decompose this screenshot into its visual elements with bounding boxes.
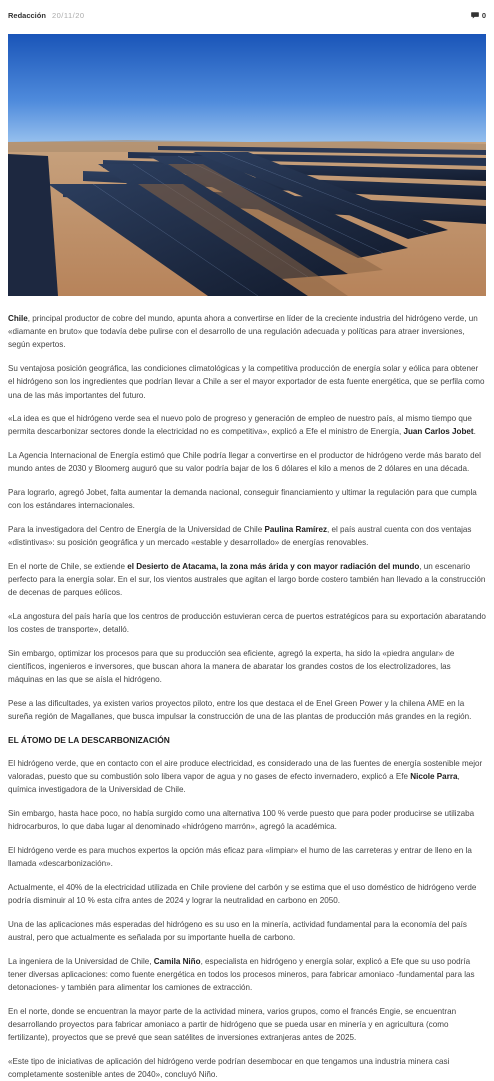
paragraph-1	[8, 312, 486, 352]
comments-link[interactable]	[471, 11, 486, 20]
paragraph-12: Sin embargo, hasta hace poco, no había surgido como una alternativa 100 % verde puesto que para poder producirse se utilizaba hidrocarburos, lo que daba lugar al denominado «hidrógeno marrón», agregó la académica.	[8, 808, 475, 832]
post-meta	[8, 0, 486, 30]
paragraph-text: .	[473, 427, 476, 437]
paragraph-text: El hidrógeno verde, que en contacto con el aire produce electricidad, es considerado una de las fuentes de energía sostenible mejor valoradas, puesto que su combustión solo libera vapor de agua y no gases de efecto invernadero, explicó a Efe	[8, 758, 483, 782]
article-body	[8, 312, 486, 1081]
paragraph-16	[8, 955, 486, 995]
speech-bubble-icon	[471, 11, 479, 19]
paragraph-text: «La idea es que el hidrógeno verde sea el nuevo polo de progreso y generación de empleo de nuestro país, al mismo tiempo que permita descarbonizar sectores donde la electricidad no es competitiva», explicó a Efe el ministro de Energía,	[8, 414, 472, 437]
bold-text: Juan Carlos Jobet	[403, 427, 474, 437]
bold-text: Nicole Parra	[410, 772, 458, 782]
paragraph-5: Para lograrlo, agregó Jobet, falta aumentar la demanda nacional, conseguir financiamiento y ultimar la regulación para que cumpla con los estándares internacionales.	[8, 488, 477, 511]
bold-text: Paulina Ramírez	[264, 524, 327, 534]
paragraph-10: Pese a las dificultades, ya existen varios proyectos piloto, entre los que destaca el de Enel Green Power y la chilena AME en la sureña región de Magallanes, que busca impulsar la construcción de una de las plantas de producción más grandes en la región.	[8, 698, 472, 722]
post-date: 20/11/20	[51, 10, 85, 20]
paragraph-17: En el norte, donde se encuentran la mayor parte de la actividad minera, varios grupos, como el francés Engie, se encuentran desarrollando proyectos para fabricar amoniaco a partir de hidrógeno que se pueda usar en minería y en agricultura (como fertilizante), proyectos que se prevé que sean satélites de inversiones extranjeras antes de 2025.	[8, 1006, 457, 1043]
paragraph-text: , especialista en hidrógeno y energía solar, explicó a Efe que su uso podría tener diversas aplicaciones: como fuente energética en todos los procesos mineros, para fabricar amoniaco -fundamental para las detonaciones- y también para alimentar los camiones de extracción.	[8, 956, 475, 993]
paragraph-18: «Este tipo de iniciativas de aplicación del hidrógeno verde podrían desembocar en que tengamos una industria minera casi completamente sostenible antes de 2040», concluyó Niño.	[8, 1056, 450, 1080]
bold-text: el Desierto de Atacama, la zona más árida y con mayor radiación del mundo	[127, 561, 420, 571]
paragraph-text: Para la investigadora del Centro de Energía de la Universidad de Chile	[8, 524, 265, 534]
paragraph-text: La ingeniera de la Universidad de Chile,	[8, 956, 154, 966]
bold-text: Chile	[8, 314, 28, 323]
paragraph-14: Actualmente, el 40% de la electricidad utilizada en Chile proviene del carbón y se estima que el uso doméstico de hidrógeno verde podría disminuir al 10 % esta cifra antes de 2024 y lograr la neutralidad en carbono en 2050.	[8, 882, 477, 905]
byline	[8, 11, 85, 20]
paragraph-text: , principal productor de cobre del mundo, apunta ahora a convertirse en líder de la creciente industria del hidrógeno verde, un «diamante en bruto» que todavía debe pulirse con el desarrollo de una regulación adecuada y políticas para atraer inversiones, según expertos.	[8, 314, 478, 350]
paragraph-4: La Agencia Internacional de Energía estimó que Chile podría llegar a convertirse en el productor de hidrógeno verde más barato del mundo antes de 2030 y Bloomerg auguró que su valor podría bajar de los 6 dólares el kilo a menos de 2 dólares en una década.	[8, 451, 481, 474]
solar-panel-field-photo	[8, 34, 486, 296]
paragraph-11	[8, 757, 486, 797]
featured-image	[8, 34, 486, 296]
paragraph-text: , el país austral cuenta con dos ventajas «distintivas»: su posición geográfica y un mercado «estable y desarrollado» de energías renovables.	[8, 524, 472, 548]
paragraph-15: Una de las aplicaciones más esperadas del hidrógeno es su uso en la minería, actividad fundamental para la economía del país austral, pero que actualmente es señalada por su importante huella de carbono.	[8, 919, 467, 942]
paragraph-9: Sin embargo, optimizar los procesos para que su producción sea eficiente, agregó la experta, ha sido la «piedra angular» de científicos, ingenieros e inversores, que buscan ahora la manera de abaratar los grandes costos de los electrolizadores, las máquinas en las que se aísla el hidrógeno.	[8, 648, 455, 685]
comment-count: 0	[481, 10, 486, 20]
paragraph-3	[8, 412, 486, 438]
paragraph-text: , un escenario perfecto para la energía solar. En el sur, los vientos australes que agitan el largo borde costero también han llevado a la construcción de decenas de parques eólicos.	[8, 561, 486, 598]
author-link[interactable]: Redacción	[8, 10, 46, 20]
paragraph-13: El hidrógeno verde es para muchos expertos la opción más eficaz para «limpiar» el humo de las carreteras y entrar de lleno en la llamada «descarbonización».	[8, 845, 472, 869]
paragraph-8: «La angostura del país haría que los centros de producción estuvieran cerca de puertos estratégicos para su exportación abaratando los costes de transporte», detalló.	[8, 611, 486, 635]
bold-text: Camila Niño	[153, 956, 201, 966]
paragraph-6	[8, 523, 486, 549]
paragraph-2: Su ventajosa posición geográfica, las condiciones climatológicas y la competitiva producción de energía solar y eólica para obtener el hidrógeno son los ingredientes que podrían llevar a Chile a ser el mayor exportador de esta fuente energética, que se perfila como una de las más importantes del futuro.	[8, 364, 485, 400]
section-heading: EL ÁTOMO DE LA DESCARBONIZACIÓN	[8, 734, 170, 745]
paragraph-text: En el norte de Chile, se extiende	[8, 561, 128, 571]
paragraph-text: , química investigadora de la Universidad de Chile.	[8, 772, 460, 795]
paragraph-7	[8, 560, 486, 600]
